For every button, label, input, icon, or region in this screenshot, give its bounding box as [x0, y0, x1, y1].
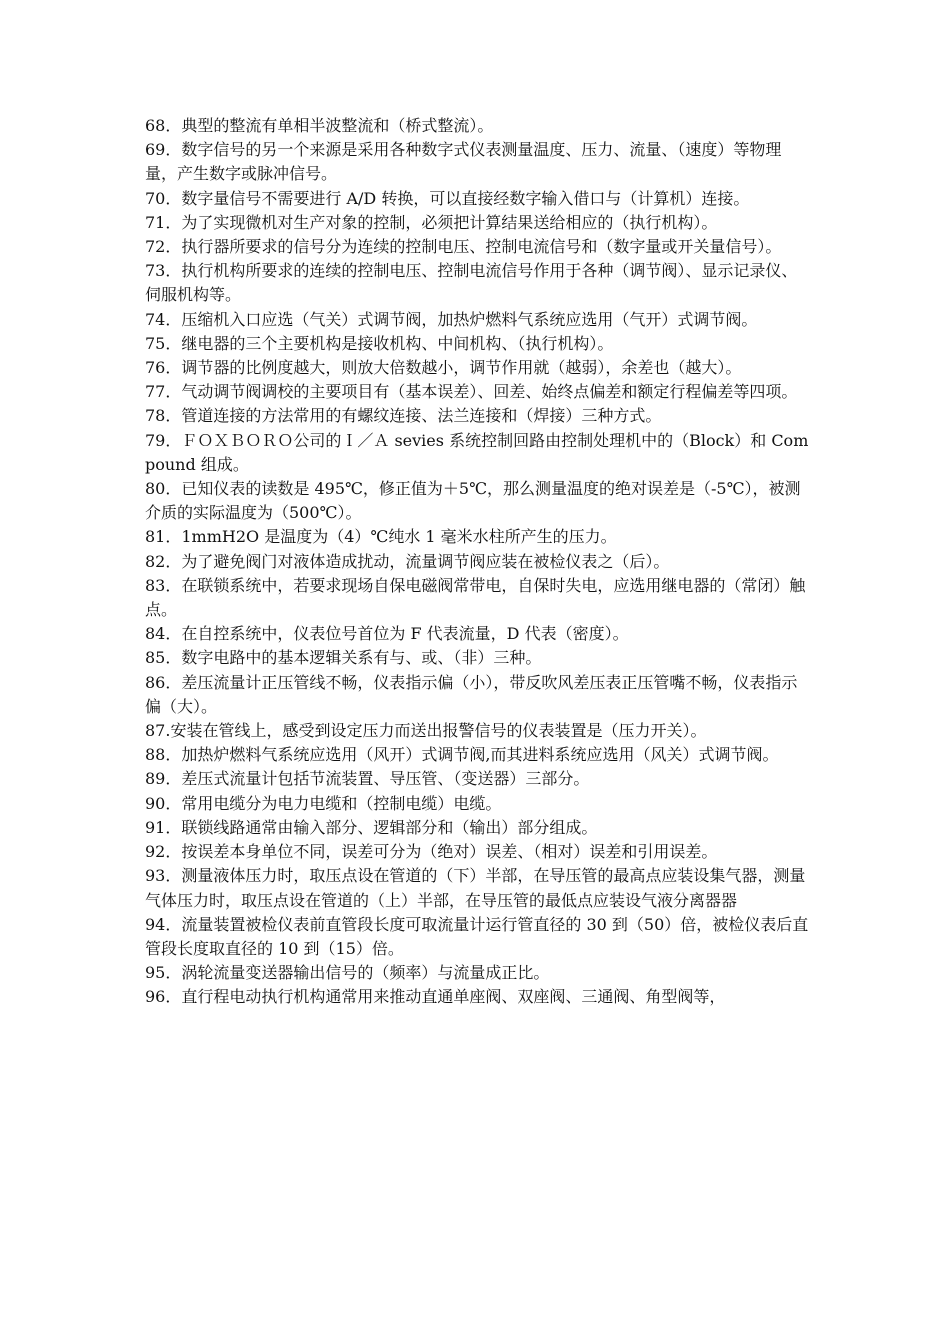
question-number: 71．	[145, 212, 182, 232]
question-item-91	[145, 816, 813, 840]
question-number: 81．	[145, 527, 182, 547]
question-number: 95．	[145, 963, 182, 983]
question-item-81	[145, 525, 813, 549]
question-text: 测量液体压力时，取压点设在管道的（下）半部，在导压管的最高点应装设集气器，测量气体压力时，取压点设在管道的（上）半部，在导压管的最低点应装设气液分离器器	[145, 866, 806, 910]
question-item-74	[145, 308, 813, 332]
question-text: 数字信号的另一个来源是采用各种数字式仪表测量温度、压力、流量、（速度）等物理量，产生数字或脉冲信号。	[145, 140, 782, 184]
question-item-94	[145, 913, 813, 961]
question-text: 管道连接的方法常用的有螺纹连接、法兰连接和（焊接）三种方式。	[181, 406, 662, 426]
question-item-69	[145, 138, 813, 186]
question-item-73	[145, 259, 813, 307]
question-item-96	[145, 985, 813, 1009]
question-item-95	[145, 961, 813, 985]
question-item-80	[145, 477, 813, 525]
question-number: 83．	[145, 575, 182, 595]
question-number: 77．	[145, 382, 182, 402]
question-text: 差压式流量计包括节流装置、导压管、（变送器）三部分。	[181, 769, 590, 789]
question-text: 按误差本身单位不同，误差可分为（绝对）误差、（相对）误差和引用误差。	[181, 842, 718, 862]
question-number: 74．	[145, 309, 182, 329]
question-text: 差压流量计正压管线不畅，仪表指示偏（小），带反吹风差压表正压管嘴不畅，仪表指示偏（大）。	[145, 672, 798, 716]
question-text: 常用电缆分为电力电缆和（控制电缆）电缆。	[181, 793, 502, 813]
question-number: 75．	[145, 333, 182, 353]
question-number: 82．	[145, 551, 182, 571]
question-text: 气动调节阀调校的主要项目有（基本误差）、回差、始终点偏差和额定行程偏差等四项。	[181, 382, 798, 402]
question-item-92	[145, 840, 813, 864]
question-item-87	[145, 719, 813, 743]
question-text: 继电器的三个主要机构是接收机构、中间机构、（执行机构）。	[181, 333, 614, 353]
question-number: 92．	[145, 842, 182, 862]
question-number: 93．	[145, 866, 182, 886]
question-item-89	[145, 767, 813, 791]
question-item-83	[145, 574, 813, 622]
question-number: 79．	[145, 430, 182, 450]
question-text: 为了避免阀门对液体造成扰动，流量调节阀应装在被检仪表之（后）。	[181, 551, 670, 571]
question-text: 涡轮流量变送器输出信号的（频率）与流量成正比。	[181, 963, 550, 983]
question-text: 已知仪表的读数是 495℃，修正值为＋5℃，那么测量温度的绝对误差是（-5℃），被测介质的实际温度为（500℃）。	[145, 479, 801, 523]
question-number: 70．	[145, 188, 182, 208]
question-number: 78．	[145, 406, 182, 426]
question-text: 1mmH2O 是温度为（4）℃纯水 1 毫米水柱所产生的压力。	[181, 527, 617, 547]
question-text: 压缩机入口应选（气关）式调节阀，加热炉燃料气系统应选用（气开）式调节阀。	[181, 309, 758, 329]
question-item-77	[145, 380, 813, 404]
question-number: 73．	[145, 261, 182, 281]
question-item-75	[145, 332, 813, 356]
question-number: 89．	[145, 769, 182, 789]
question-item-70	[145, 187, 813, 211]
question-text: 典型的整流有单相半波整流和（桥式整流）。	[181, 116, 494, 135]
question-item-76	[145, 356, 813, 380]
question-text: 数字量信号不需要进行 A/D 转换，可以直接经数字输入借口与（计算机）连接。	[181, 188, 750, 208]
question-number: 91．	[145, 817, 182, 837]
question-number: 85．	[145, 648, 182, 668]
question-item-72	[145, 235, 813, 259]
question-text: 流量装置被检仪表前直管段长度可取流量计运行管直径的 30 到（50）倍，被检仪表后直管段长度取直径的 10 到（15）倍。	[145, 914, 809, 958]
question-number: 68．	[145, 116, 182, 135]
question-text: 在自控系统中，仪表位号首位为 F 代表流量，D 代表（密度）。	[181, 624, 629, 644]
question-item-82	[145, 550, 813, 574]
question-text: 为了实现微机对生产对象的控制，必须把计算结果送给相应的（执行机构）。	[181, 212, 718, 232]
document-page	[145, 114, 813, 1010]
question-item-71	[145, 211, 813, 235]
question-item-93	[145, 864, 813, 912]
question-number: 76．	[145, 358, 182, 378]
question-number: 94．	[145, 914, 182, 934]
question-text: 执行机构所要求的连续的控制电压、控制电流信号作用于各种（调节阀）、显示记录仪、伺服机构等。	[145, 261, 798, 305]
question-item-86	[145, 671, 813, 719]
question-item-78	[145, 404, 813, 428]
question-number: 90．	[145, 793, 182, 813]
question-number: 80．	[145, 479, 182, 499]
question-item-79	[145, 429, 813, 477]
question-item-68	[145, 114, 813, 138]
question-text: 调节器的比例度越大，则放大倍数越小，调节作用就（越弱），余差也（越大）。	[181, 358, 742, 378]
question-text: 执行器所要求的信号分为连续的控制电压、控制电流信号和（数字量或开关量信号）。	[181, 237, 782, 257]
question-text: ＦＯＸＢＯＲＯ公司的Ｉ／Ａ sevies 系统控制回路由控制处理机中的（Block）和 Compound 组成。	[145, 430, 809, 474]
question-number: 84．	[145, 624, 182, 644]
question-number: 86．	[145, 672, 182, 692]
question-number: 69．	[145, 140, 182, 160]
question-text: 数字电路中的基本逻辑关系有与、或、（非）三种。	[181, 648, 542, 668]
question-text: 联锁线路通常由输入部分、逻辑部分和（输出）部分组成。	[181, 817, 598, 837]
question-text: 加热炉燃料气系统应选用（风开）式调节阀,而其进料系统应选用（风关）式调节阀。	[181, 745, 779, 765]
question-item-90	[145, 792, 813, 816]
question-text: 直行程电动执行机构通常用来推动直通单座阀、双座阀、三通阀、角型阀等，	[181, 987, 726, 1007]
question-text: 安装在管线上，感受到设定压力而送出报警信号的仪表装置是（压力开关）。	[170, 721, 707, 741]
question-text: 在联锁系统中，若要求现场自保电磁阀常带电，自保时失电，应选用继电器的（常闭）触点。	[145, 575, 806, 620]
question-item-84	[145, 622, 813, 646]
question-number: 87.	[145, 721, 171, 741]
question-item-85	[145, 646, 813, 670]
question-number: 88．	[145, 745, 182, 765]
question-number: 96．	[145, 987, 182, 1007]
question-number: 72．	[145, 237, 182, 257]
question-item-88	[145, 743, 813, 767]
